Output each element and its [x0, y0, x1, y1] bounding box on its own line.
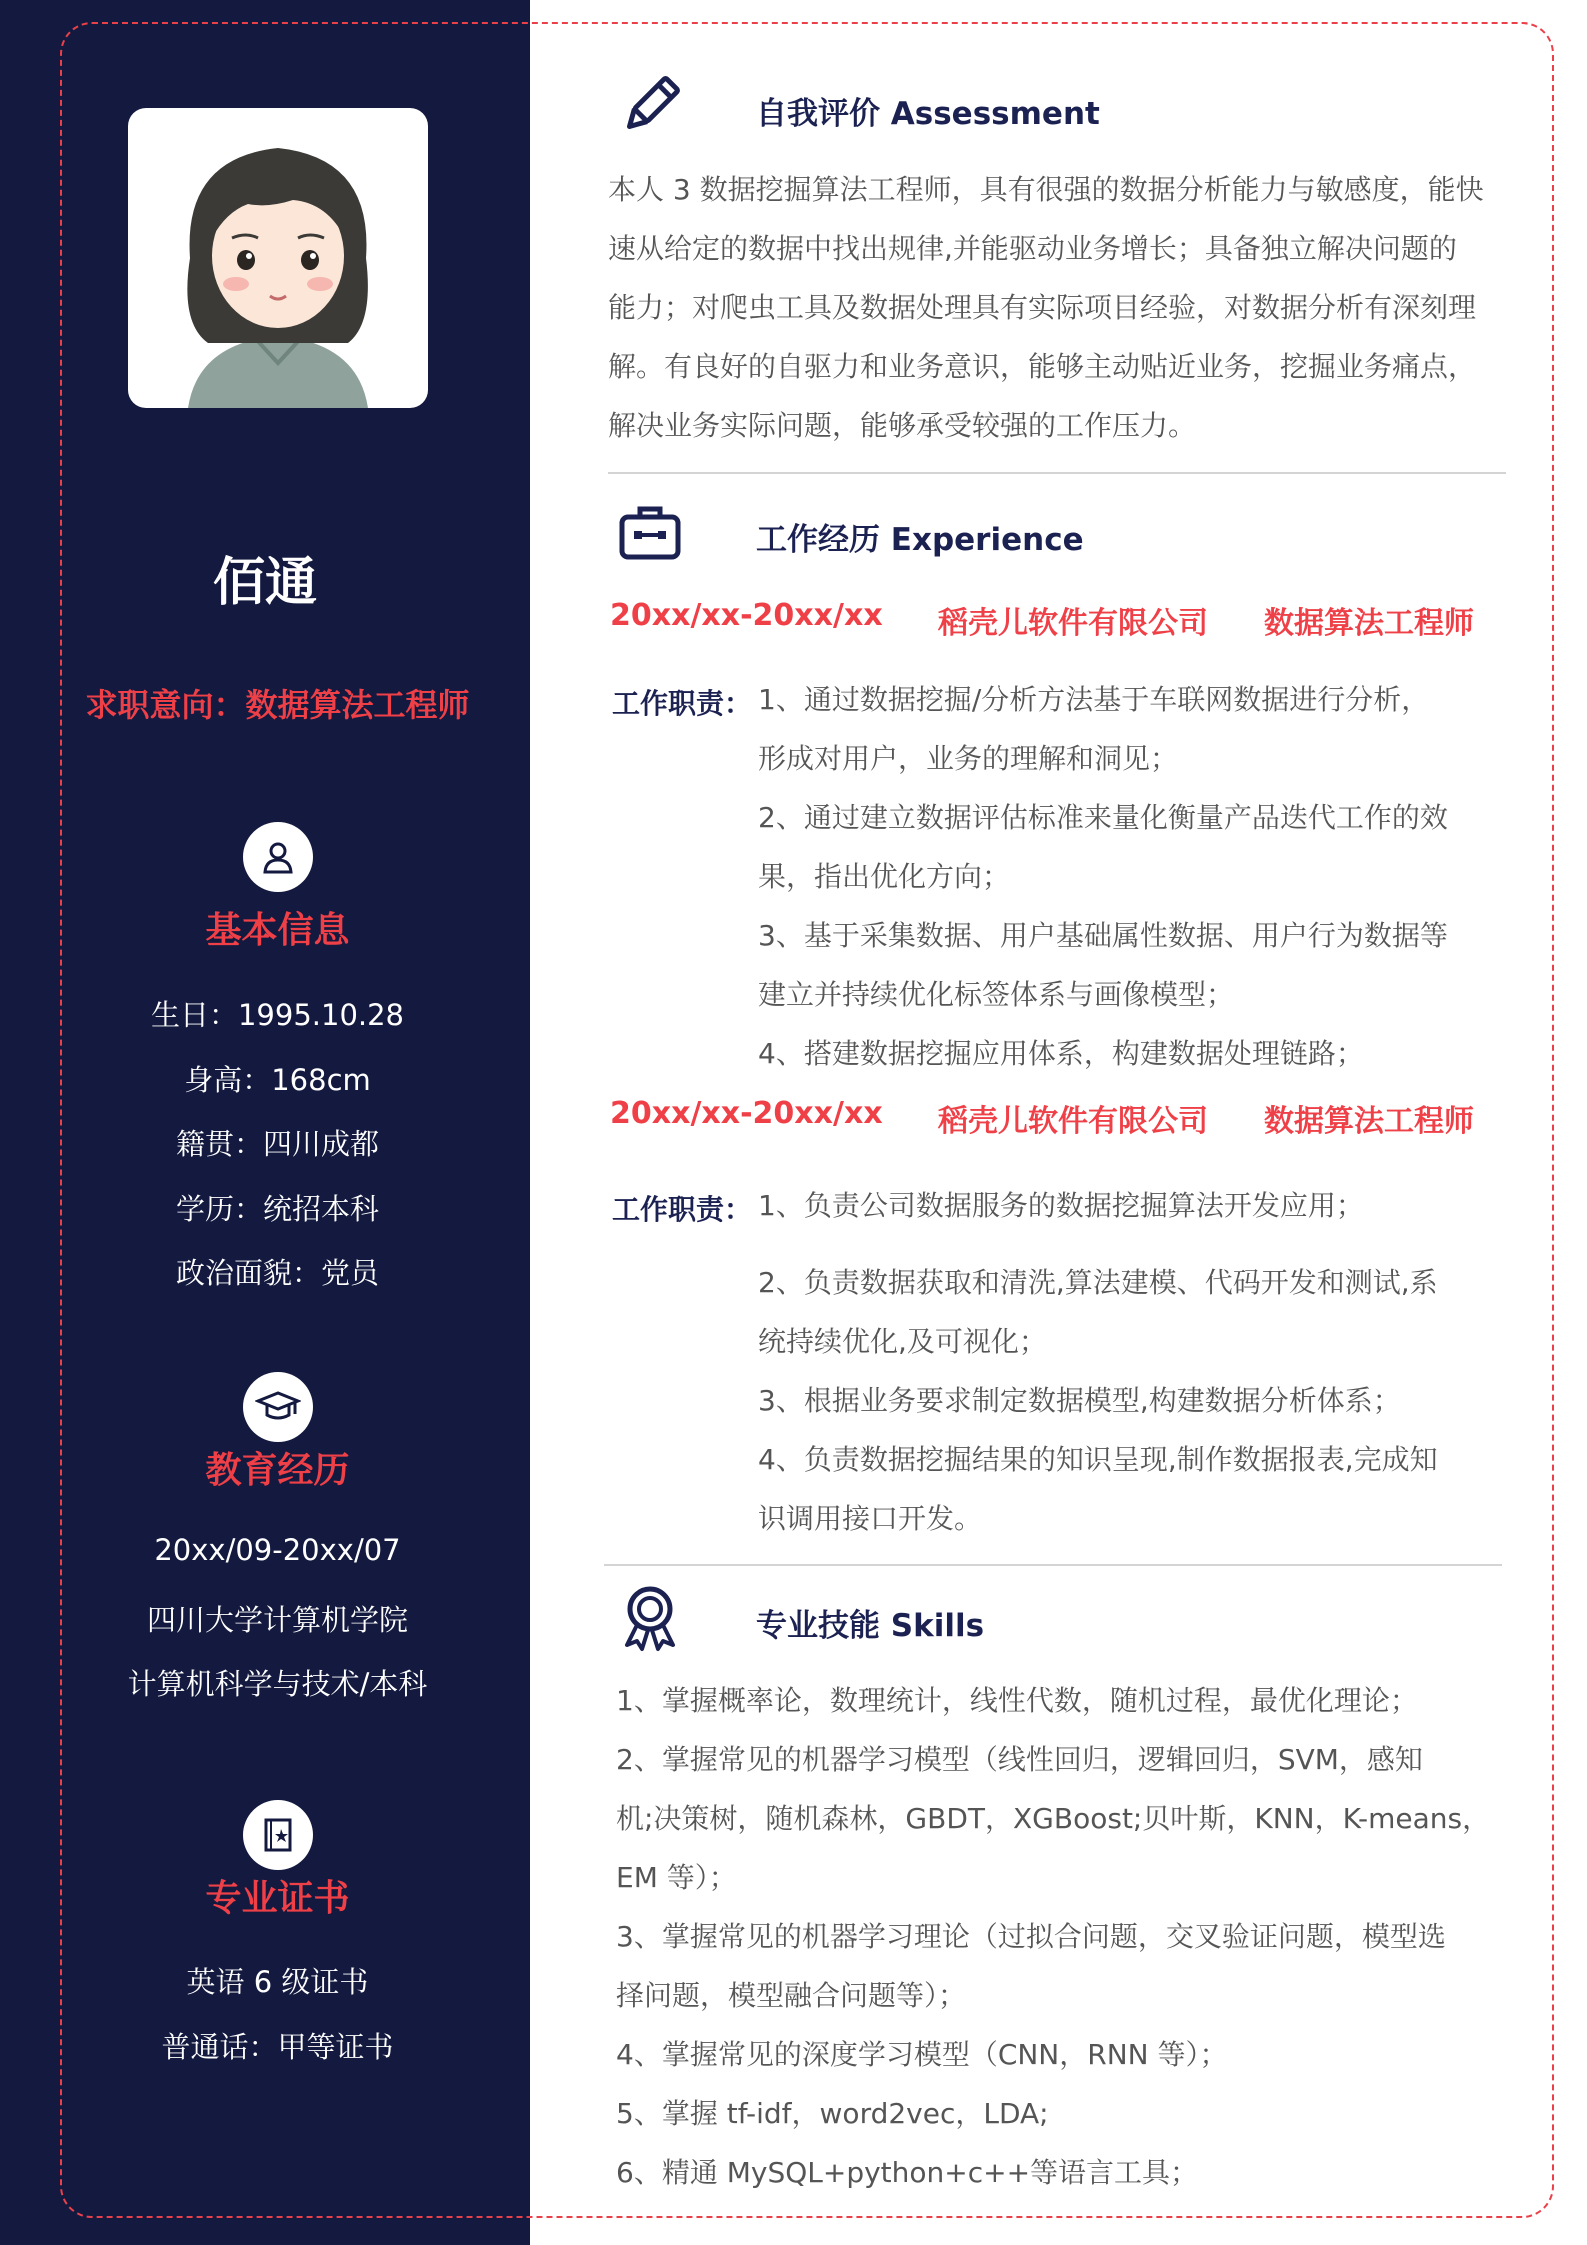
- duty-line: 果，指出优化方向；: [758, 860, 1011, 893]
- divider: [608, 472, 1506, 474]
- skill-line: 3、掌握常见的机器学习理论（过拟合问题，交叉验证问题，模型选: [616, 1920, 1446, 1953]
- certificate-mandarin: 普通话：甲等证书: [161, 2030, 394, 2064]
- assessment-line: 解决业务实际问题，能够承受较强的工作压力。: [608, 409, 1197, 442]
- duty-line: 2、负责数据获取和清洗,算法建模、代码开发和测试,系: [758, 1266, 1438, 1299]
- duty-line: 形成对用户，业务的理解和洞见；: [758, 742, 1179, 775]
- certificate-english: 英语 6 级证书: [186, 1965, 369, 1999]
- job-2-company: 稻壳儿软件有限公司: [938, 1104, 1208, 1139]
- skills-title: 专业技能 Skills: [756, 1608, 985, 1644]
- skill-line: 2、掌握常见的机器学习模型（线性回归，逻辑回归，SVM，感知: [616, 1743, 1423, 1776]
- skill-line: 机;决策树，随机森林，GBDT，XGBoost;贝叶斯，KNN，K-means，: [616, 1802, 1491, 1835]
- basic-info-height: 身高：168cm: [184, 1063, 371, 1097]
- job-1-position: 数据算法工程师: [1264, 606, 1474, 641]
- skill-line: 1、掌握概率论，数理统计，线性代数，随机过程，最优化理论；: [616, 1684, 1418, 1717]
- basic-info-birthday: 生日：1995.10.28: [150, 998, 405, 1032]
- basic-info-title: 基本信息: [205, 910, 350, 951]
- user-icon: [243, 822, 313, 892]
- education-major: 计算机科学与技术/本科: [127, 1667, 428, 1701]
- duty-line: 2、通过建立数据评估标准来量化衡量产品迭代工作的效: [758, 801, 1448, 834]
- pencil-icon: [612, 68, 688, 144]
- certificates-title: 专业证书: [205, 1878, 350, 1919]
- skill-line: 择问题，模型融合问题等）；: [616, 1979, 967, 2012]
- assessment-title: 自我评价 Assessment: [756, 96, 1100, 132]
- job-2-period: 20xx/xx-20xx/xx: [610, 1096, 883, 1131]
- duty-line: 4、负责数据挖掘结果的知识呈现,制作数据报表,完成知: [758, 1443, 1438, 1476]
- job-1-duties: [758, 670, 1488, 1083]
- briefcase-icon: [612, 494, 688, 570]
- job-2-duty-first: [758, 1176, 1488, 1235]
- graduation-cap-icon: [243, 1372, 313, 1442]
- skill-line: 4、掌握常见的深度学习模型（CNN，RNN 等）；: [616, 2038, 1228, 2071]
- skill-line: EM 等）；: [616, 1861, 737, 1894]
- skills-list: [616, 1671, 1496, 2202]
- assessment-line: 解。有良好的自驱力和业务意识，能够主动贴近业务，挖掘业务痛点，: [608, 350, 1477, 383]
- duty-line: 统持续优化,及可视化；: [758, 1325, 1047, 1358]
- assessment-line: 本人 3 数据挖掘算法工程师，具有很强的数据分析能力与敏感度，能快: [608, 173, 1484, 206]
- education-school: 四川大学计算机学院: [146, 1603, 408, 1637]
- experience-title: 工作经历 Experience: [756, 522, 1084, 558]
- job-2-duties: [758, 1253, 1488, 1548]
- duty-line: 4、搭建数据挖掘应用体系，构建数据处理链路；: [758, 1037, 1364, 1070]
- duty-line: 3、基于采集数据、用户基础属性数据、用户行为数据等: [758, 919, 1448, 952]
- divider: [604, 1564, 1502, 1566]
- education-title: 教育经历: [205, 1450, 350, 1491]
- assessment-line: 能力；对爬虫工具及数据处理具有实际项目经验，对数据分析有深刻理: [608, 291, 1477, 324]
- job-1-company: 稻壳儿软件有限公司: [938, 606, 1208, 641]
- basic-info-hometown: 籍贯：四川成都: [175, 1127, 379, 1161]
- duty-line: 识调用接口开发。: [758, 1502, 983, 1535]
- assessment-text: [608, 160, 1508, 455]
- certificate-icon: [243, 1800, 313, 1870]
- avatar: [128, 108, 428, 408]
- basic-info-degree: 学历：统招本科: [175, 1192, 379, 1226]
- job-intent: 求职意向：数据算法工程师: [85, 686, 470, 724]
- award-ribbon-icon: [612, 1580, 688, 1656]
- job-2-duty-label: 工作职责：: [612, 1193, 753, 1226]
- duty-line: 建立并持续优化标签体系与画像模型；: [758, 978, 1235, 1011]
- candidate-name: 佰通: [212, 553, 317, 613]
- job-1-period: 20xx/xx-20xx/xx: [610, 598, 883, 633]
- assessment-line: 速从给定的数据中找出规律,并能驱动业务增长；具备独立解决问题的: [608, 232, 1457, 265]
- skill-line: 6、精通 MySQL+python+c++等语言工具；: [616, 2156, 1199, 2189]
- basic-info-politics: 政治面貌：党员: [175, 1256, 379, 1290]
- job-2-position: 数据算法工程师: [1264, 1104, 1474, 1139]
- skill-line: 5、掌握 tf-idf，word2vec，LDA;: [616, 2097, 1049, 2130]
- duty-line: 1、通过数据挖掘/分析方法基于车联网数据进行分析，: [758, 683, 1430, 716]
- duty-line: 1、负责公司数据服务的数据挖掘算法开发应用；: [758, 1189, 1364, 1222]
- duty-line: 3、根据业务要求制定数据模型,构建数据分析体系；: [758, 1384, 1401, 1417]
- education-period: 20xx/09-20xx/07: [154, 1533, 401, 1567]
- job-1-duty-label: 工作职责：: [612, 687, 753, 720]
